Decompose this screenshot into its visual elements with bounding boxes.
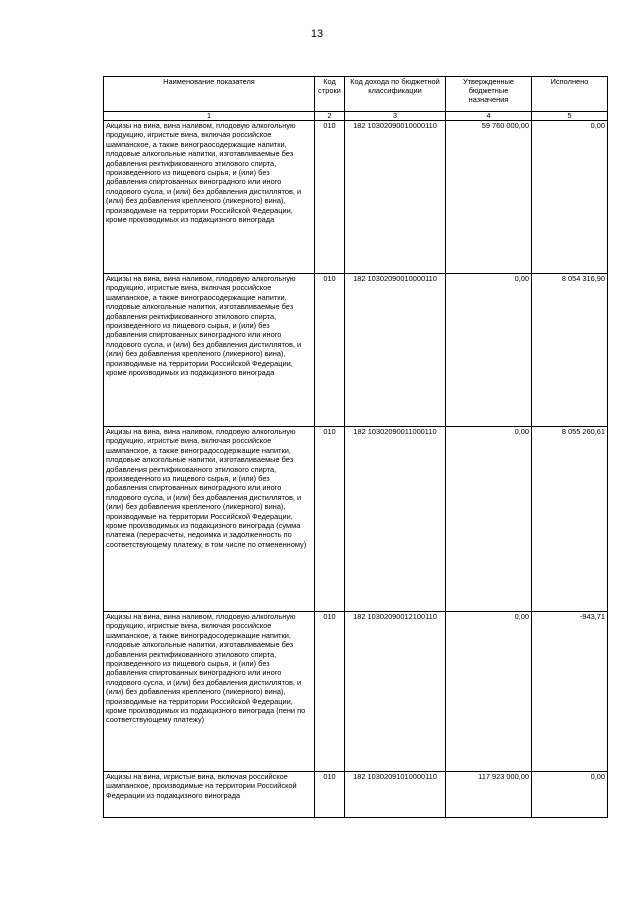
row-name: Акцизы на вина, вина наливом, плодовую алкогольную продукцию, игристые вина, включая российское шампанское, а также винограосодержащие напитки, плодовые алкогольные напитки, изготавливаемые без добавления ректификованного этилового спирта, произведенного из пищевого сырья, и (или) без добавления спиртованных виноградного или иного плодового сусла, и (или) без добавления дистиллятов, и (или) без добавления крепленого (ликерного) вина), производимые на территории Российской Федерации, кроме производимых из подакцизного винограда [104, 121, 315, 274]
table-row [104, 612, 608, 772]
column-number: 1 [104, 112, 315, 121]
header-code: Код строки [315, 77, 345, 112]
row-code: 010 [315, 274, 345, 427]
row-kbk: 182 10302090011000110 [345, 427, 446, 612]
header-executed: Исполнено [532, 77, 608, 112]
row-approved: 0,00 [446, 427, 532, 612]
column-number: 3 [345, 112, 446, 121]
header-kbk: Код дохода по бюджетной классификации [345, 77, 446, 112]
column-number: 5 [532, 112, 608, 121]
table-row [104, 427, 608, 612]
row-approved: 0,00 [446, 612, 532, 772]
row-code: 010 [315, 427, 345, 612]
row-approved: 59 760 000,00 [446, 121, 532, 274]
row-code: 010 [315, 772, 345, 818]
row-kbk: 182 10302090010000110 [345, 274, 446, 427]
header-approved: Утвержденные бюджетные назначения [446, 77, 532, 112]
row-executed: 0,00 [532, 772, 608, 818]
row-executed: -943,71 [532, 612, 608, 772]
row-code: 010 [315, 121, 345, 274]
row-kbk: 182 10302091010000110 [345, 772, 446, 818]
row-executed: 8 054 316,90 [532, 274, 608, 427]
header-row [104, 77, 608, 112]
row-name: Акцизы на вина, вина наливом, плодовую алкогольную продукцию, игристые вина, включая российское шампанское, а также виноградосодержащие напитки, плодовые алкогольные напитки, изготавливаемые без добавления ректификованного этилового спирта, произведенного из пищевого сырья, и (или) без добавления спиртованных виноградного или иного плодового сусла, и (или) без добавления дистиллятов, и (или) без добавления крепленого (ликерного) вина), производимые на территории Российской Федерации, кроме производимых из подакцизного винограда (сумма платежа (перерасчеты, недоимка и задолженность по соответствующему платежу, в том числе по отмененному) [104, 427, 315, 612]
row-kbk: 182 10302090012100110 [345, 612, 446, 772]
row-name: Акцизы на вина, игристые вина, включая российское шампанское, производимые на территории Российской Федерации из подакцизного винограда [104, 772, 315, 818]
column-number-row [104, 112, 608, 121]
row-approved: 117 923 000,00 [446, 772, 532, 818]
table-row [104, 121, 608, 274]
row-executed: 8 055 260,61 [532, 427, 608, 612]
row-executed: 0,00 [532, 121, 608, 274]
column-number: 4 [446, 112, 532, 121]
row-name: Акцизы на вина, вина наливом, плодовую алкогольную продукцию, игристые вина, включая российское шампанское, а также виноградосодержащие напитки, плодовые алкогольные напитки, изготавливаемые без добавления ректификованного этилового спирта, произведенного из пищевого сырья, и (или) без добавления спиртованных виноградного или иного плодового сусла, и (или) без добавления дистиллятов, и (или) без добавления крепленого (ликерного) вина), производимые на территории Российской Федерации, кроме производимых из подакцизного винограда (пени по соответствующему платежу) [104, 612, 315, 772]
column-number: 2 [315, 112, 345, 121]
table-row [104, 274, 608, 427]
row-kbk: 182 10302090010000110 [345, 121, 446, 274]
row-code: 010 [315, 612, 345, 772]
table-row [104, 772, 608, 818]
report-table [103, 76, 608, 818]
row-name: Акцизы на вина, вина наливом, плодовую алкогольную продукцию, игристые вина, включая российское шампанское, а также винограосодержащие напитки, плодовые алкогольные напитки, изготавливаемые без добавления ректификованного этилового спирта, произведенного из пищевого сырья, и (или) без добавления спиртованных виноградного или иного плодового сусла, и (или) без добавления дистиллятов, и (или) без добавления крепленого (ликерного) вина), производимые на территории Российской Федерации, кроме производимых из подакцизного винограда [104, 274, 315, 427]
header-name: Наименование показателя [104, 77, 315, 112]
row-approved: 0,00 [446, 274, 532, 427]
page-number: 13 [310, 28, 324, 40]
